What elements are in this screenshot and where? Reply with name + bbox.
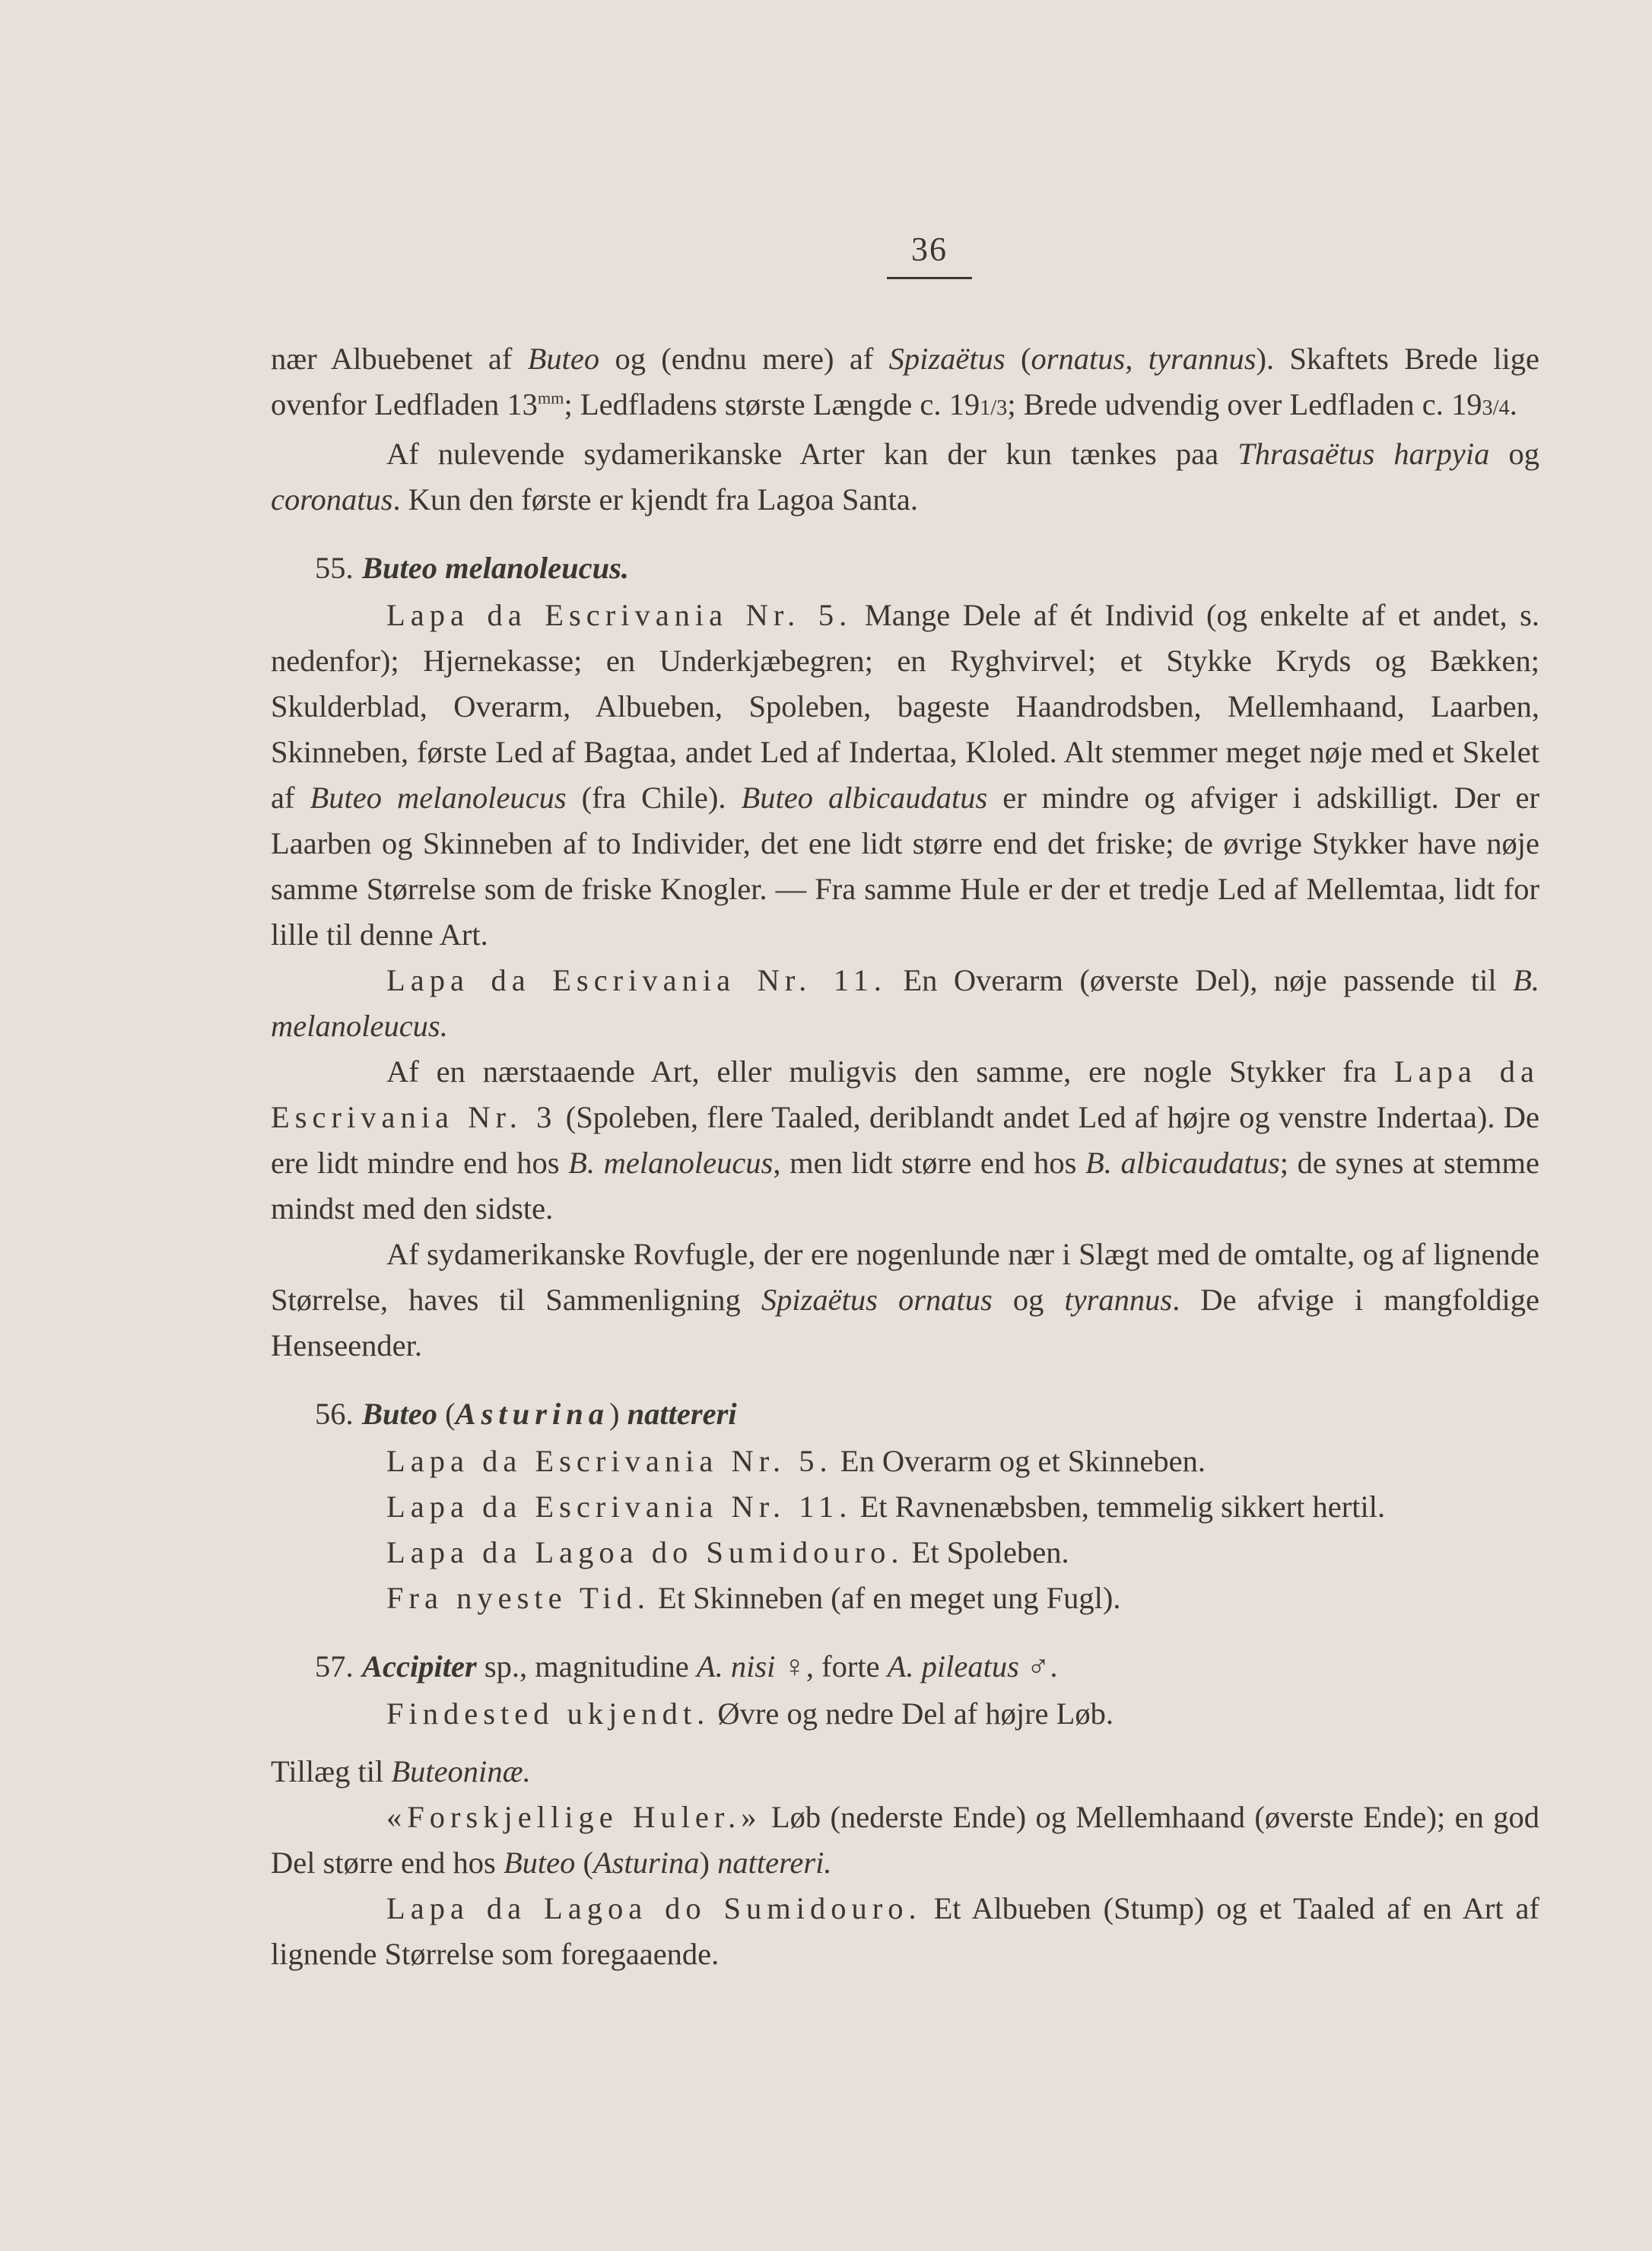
text-run: Mange Dele af ét Individ (og enkelte af et andet, s. nedenfor); Hjernekasse; en Underkjæbegren; en Ryghvirvel; et Stykke Kryds og Bækken; Skulderblad, Overarm, Albueben, Spoleben, bageste Haandrodsben, Mellemhaand, Laarben, Skinneben, første Led af Bagtaa, andet Led af Indertaa, Kloled. Alt stemmer meget nøje med et Skelet af <box>271 598 1539 815</box>
text-run: ♀, forte <box>775 1649 888 1683</box>
s57-entry <box>386 1691 1539 1737</box>
section-title: Buteo <box>362 1397 438 1431</box>
section-heading-55 <box>315 545 1539 591</box>
taxon-name: B. melanoleucus <box>568 1146 774 1180</box>
taxon-name: B. albicaudatus <box>1085 1146 1280 1180</box>
text-run: Et Skinneben (af en meget ung Fugl). <box>650 1581 1121 1615</box>
text-run: er mindre og afviger i adskilligt. Der er Laarben og Skinneben af to Individer, det ene lidt større end det friske; de øvrige Stykker have nøje samme Størrelse som de friske Knogler. — Fra samme Hule er der et tredje Led af Mellemtaa, lidt for lille til denne Art. <box>271 781 1539 952</box>
text-run: og (endnu mere) af <box>599 342 889 376</box>
unit-superscript: mm <box>537 388 564 408</box>
text-run: ). Skaftets Brede lige ovenfor Ledfladen 13 <box>271 342 1539 421</box>
taxon-name: A. pileatus <box>887 1649 1019 1683</box>
text-run: En Overarm (øverste Del), nøje passende til <box>886 963 1514 997</box>
intro-paragraph-2 <box>271 431 1539 523</box>
spacer <box>271 1737 1539 1749</box>
taxon-name: nattereri. <box>717 1846 832 1880</box>
tillaeg-heading <box>271 1749 1539 1795</box>
text-run: . Kun den første er kjendt fra Lagoa Santa. <box>392 482 918 517</box>
text-run: ( <box>437 1397 456 1431</box>
text-run: ( <box>575 1846 594 1880</box>
tillaeg-paragraph-1 <box>271 1795 1539 1886</box>
locality: Lapa da Escrivania Nr. 5. <box>386 598 853 632</box>
taxon-name: Spizaëtus <box>888 342 1005 376</box>
section-title: Asturina <box>455 1397 609 1431</box>
text-run: Et Ravnenæbsben, temmelig sikkert hertil. <box>852 1490 1386 1524</box>
locality: Fra nyeste Tid. <box>386 1581 650 1615</box>
text-run: Et Albueben (Stump) og et Taaled af en Art af lignende Størrelse som foregaaende. <box>271 1891 1539 1971</box>
text-run: ) <box>608 1397 627 1431</box>
text-run: , men lidt større end hos <box>773 1146 1085 1180</box>
s56-entry <box>386 1530 1539 1575</box>
taxon-name: ornatus, tyrannus <box>1031 342 1256 376</box>
taxon-name: B. melanoleucus. <box>271 963 1539 1043</box>
text-run: nær Albuebenet af <box>271 342 528 376</box>
text-run: ; Brede udvendig over Ledfladen c. 19 <box>1007 387 1482 421</box>
text-run: En Overarm og et Skinneben. <box>832 1444 1206 1478</box>
locality: «Forskjellige Huler.» <box>386 1800 762 1834</box>
taxon-name: Buteoninæ. <box>391 1754 531 1788</box>
locality: Lapa da Lagoa do Sumidouro. <box>386 1891 922 1925</box>
fraction: 3/4 <box>1482 396 1510 420</box>
locality: Lapa da Escrivania Nr. 5. <box>386 1444 833 1478</box>
text-run: ) <box>699 1846 718 1880</box>
text-run: ( <box>1005 342 1031 376</box>
taxon-name: coronatus <box>271 482 393 517</box>
locality: Findested ukjendt. <box>386 1696 710 1731</box>
taxon-name: Buteo albicaudatus <box>741 781 988 815</box>
main-text <box>271 336 1539 1977</box>
s55-paragraph-3 <box>271 1049 1539 1232</box>
text-run: Løb (nederste Ende) og Mellemhaand (øverste Ende); en god Del større end hos <box>271 1800 1539 1880</box>
page-number: 36 <box>911 231 948 268</box>
s55-paragraph-2 <box>271 958 1539 1049</box>
locality: Lapa da Escrivania Nr. 11. <box>386 1490 853 1524</box>
s56-entry <box>386 1575 1539 1621</box>
text-run: ; Ledfladens største Længde c. 19 <box>564 387 980 421</box>
text-run: Tillæg til <box>271 1754 392 1788</box>
intro-paragraph-1 <box>271 336 1539 431</box>
section-title: Buteo melanoleucus. <box>362 551 630 585</box>
taxon-name: tyrannus <box>1064 1283 1173 1317</box>
text-run: (Spoleben, flere Taaled, deriblandt andet Led af højre og venstre Indertaa). De ere lidt mindre end hos <box>271 1100 1540 1180</box>
locality: Lapa da Lagoa do Sumidouro. <box>386 1535 904 1569</box>
s55-paragraph-1 <box>271 593 1539 958</box>
text-run: og <box>992 1283 1065 1317</box>
text-run: sp., magnitudine <box>476 1649 697 1683</box>
taxon-name: A. nisi <box>696 1649 776 1683</box>
s56-entry <box>386 1439 1539 1484</box>
taxon-name: Buteo <box>503 1846 576 1880</box>
fraction: 1/3 <box>980 396 1008 420</box>
text-run: Af sydamerikanske Rovfugle, der ere nogenlunde nær i Slægt med de omtalte, og af lignende Størrelse, haves til Sammenligning <box>271 1237 1539 1317</box>
locality: Lapa da Escrivania Nr. 3 <box>271 1054 1539 1134</box>
s55-paragraph-4 <box>271 1232 1539 1369</box>
text-run: Af nulevende sydamerikanske Arter kan der kun tænkes paa <box>386 437 1238 471</box>
taxon-name: Buteo melanoleucus <box>310 781 567 815</box>
section-number: 55. <box>315 551 354 585</box>
text-run: (fra Chile). <box>566 781 742 815</box>
section-number: 57. <box>315 1649 354 1683</box>
section-heading-57 <box>315 1644 1539 1690</box>
taxon-name: Thrasaëtus harpyia <box>1237 437 1490 471</box>
text-run: ; de synes at stemme mindst med den sidste. <box>271 1146 1539 1226</box>
text-run: ♂. <box>1018 1649 1058 1683</box>
section-heading-56 <box>315 1391 1539 1437</box>
text-run: Øvre og nedre Del af højre Løb. <box>710 1696 1114 1731</box>
text-run: Et Spoleben. <box>904 1535 1069 1569</box>
section-title: nattereri <box>627 1397 737 1431</box>
text-run: og <box>1489 437 1539 471</box>
taxon-name: Spizaëtus ornatus <box>761 1283 993 1317</box>
taxon-name: Buteo <box>527 342 600 376</box>
tillaeg-paragraph-2 <box>271 1886 1539 1977</box>
text-run: . De afvige i mangfoldige Henseender. <box>271 1283 1540 1362</box>
text-run: Af en nærstaaende Art, eller muligvis den samme, ere nogle Stykker fra <box>386 1054 1394 1089</box>
section-number: 56. <box>315 1397 354 1431</box>
section-title: Accipiter <box>362 1649 477 1683</box>
text-run: . <box>1509 387 1517 421</box>
locality: Lapa da Escrivania Nr. 11. <box>386 963 887 997</box>
taxon-name: Asturina <box>593 1846 700 1880</box>
s56-entry <box>386 1484 1539 1530</box>
page-number-rule <box>887 277 972 279</box>
